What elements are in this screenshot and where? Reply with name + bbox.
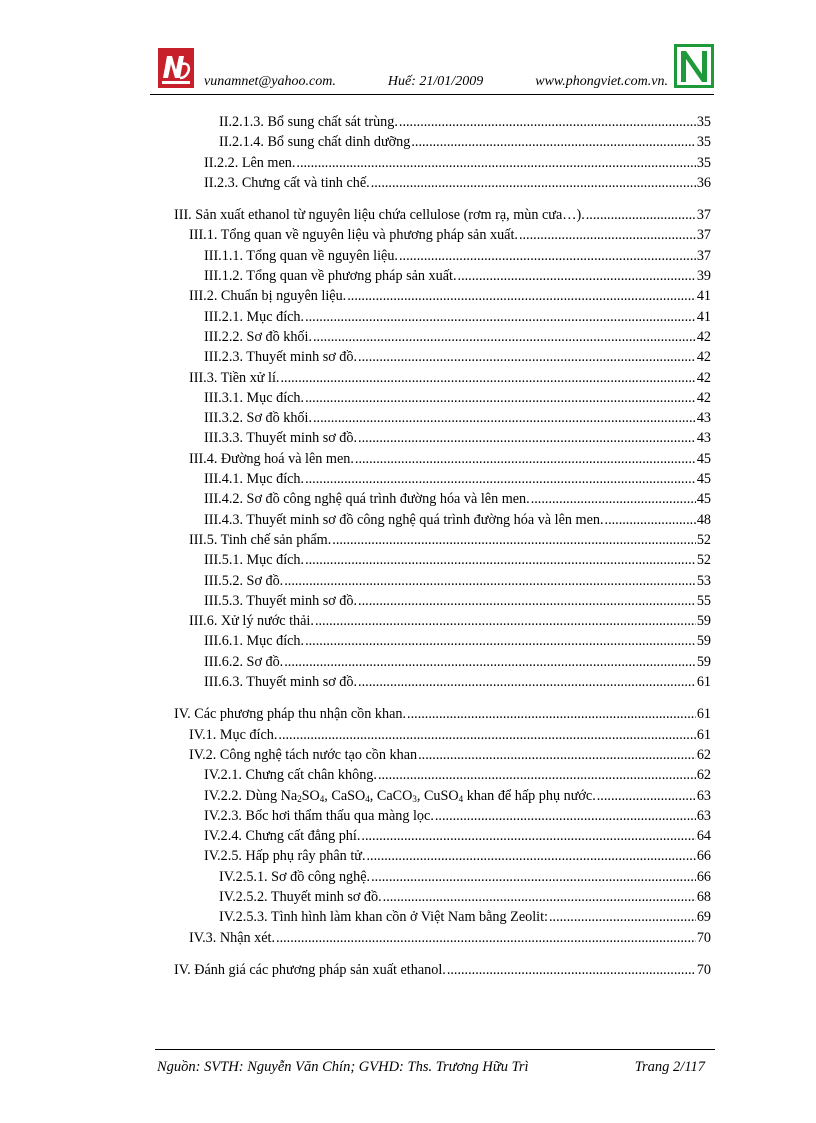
toc-entry-page: 35 [696, 134, 711, 151]
toc-leader-dots [358, 347, 696, 367]
toc-leader-dots [313, 327, 696, 347]
toc-entry-page: 68 [696, 888, 711, 905]
toc-entry-label: III.5.1. Mục đích. [204, 552, 305, 569]
toc-entry-label: III.2.2. Sơ đồ khối. [204, 328, 312, 345]
toc-entry[interactable] [171, 806, 711, 826]
page-header [150, 44, 714, 96]
toc-entry-page: 64 [696, 828, 711, 845]
toc-entry-label: III.6.3. Thuyết minh sơ đồ. [204, 674, 358, 691]
toc-entry-label: IV.1. Mục đích. [189, 726, 278, 743]
toc-leader-dots [347, 286, 696, 306]
toc-entry[interactable] [171, 112, 711, 132]
toc-entry[interactable] [171, 530, 711, 550]
toc-entry-page: 59 [696, 633, 711, 650]
toc-entry[interactable] [171, 286, 711, 306]
toc-entry-label: II.2.2. Lên men. [204, 154, 296, 171]
toc-entry-page: 39 [696, 268, 711, 285]
toc-entry-label: II.2.1.4. Bổ sung chất dinh dưỡng [219, 134, 411, 151]
toc-leader-dots [305, 631, 696, 651]
toc-entry-label: IV.2.3. Bốc hơi thẩm thấu qua màng lọc. [204, 807, 434, 824]
toc-entry[interactable] [171, 652, 711, 672]
toc-entry-page: 42 [696, 369, 711, 386]
toc-entry-page: 48 [696, 511, 711, 528]
toc-entry-label: III.1.2. Tổng quan về phương pháp sản xuất. [204, 268, 457, 285]
toc-entry-page: 62 [696, 746, 711, 763]
toc-leader-dots [276, 928, 696, 948]
toc-entry-label: IV. Các phương pháp thu nhận cồn khan. [174, 706, 407, 723]
toc-leader-dots [361, 826, 695, 846]
toc-entry[interactable] [171, 132, 711, 152]
toc-entry-label: IV.2.5.3. Tình hình làm khan cồn ở Việt Nam bằng Zeolit: [219, 909, 548, 926]
toc-leader-dots [296, 153, 695, 173]
toc-entry-page: 43 [696, 410, 711, 427]
header-rule [150, 94, 714, 95]
toc-entry[interactable] [171, 611, 711, 631]
toc-leader-dots [549, 907, 696, 927]
toc-entry-label: III.3. Tiền xử lí. [189, 369, 280, 386]
header-place-date: Huế: 21/01/2009 [387, 74, 484, 89]
page-footer [155, 1049, 715, 1083]
toc-entry-label: III.4.2. Sơ đồ công nghệ quá trình đường hóa và lên men. [204, 491, 530, 508]
toc-entry[interactable] [171, 368, 711, 388]
toc-entry-page: 59 [696, 613, 711, 630]
toc-leader-dots [411, 132, 695, 152]
header-website: www.phongviet.com.vn. [535, 74, 668, 89]
toc-entry[interactable] [171, 786, 711, 806]
toc-entry[interactable] [171, 826, 711, 846]
toc-entry[interactable] [171, 266, 711, 286]
toc-entry-page: 62 [696, 767, 711, 784]
toc-entry[interactable] [171, 307, 711, 327]
toc-entry-label: III.2.1. Mục đích. [204, 308, 305, 325]
toc-leader-dots [519, 225, 696, 245]
toc-entry-label: III.4. Đường hoá và lên men. [189, 450, 354, 467]
toc-entry-label: II.2.3. Chưng cất và tinh chế. [204, 174, 370, 191]
toc-entry-label: III.6. Xử lý nước thải. [189, 613, 314, 630]
toc-leader-dots [332, 530, 696, 550]
toc-entry-page: 61 [696, 706, 711, 723]
toc-leader-dots [278, 725, 695, 745]
toc-entry-page: 66 [696, 868, 711, 885]
toc-leader-dots [418, 745, 696, 765]
toc-entry-label: IV.2.5.1. Sơ đồ công nghệ. [219, 868, 371, 885]
toc-entry-page: 35 [696, 154, 711, 171]
toc-entry[interactable] [171, 550, 711, 570]
toc-entry-page: 70 [696, 961, 711, 978]
toc-entry-page: 37 [696, 207, 711, 224]
toc-leader-dots [358, 672, 696, 692]
toc-leader-dots [305, 388, 696, 408]
toc-leader-dots [586, 205, 696, 225]
toc-leader-dots [371, 867, 696, 887]
toc-entry-label: III.6.2. Sơ đồ. [204, 653, 284, 670]
toc-entry[interactable] [171, 571, 711, 591]
toc-leader-dots [313, 408, 696, 428]
toc-entry[interactable] [171, 246, 711, 266]
toc-entry[interactable] [171, 327, 711, 347]
toc-leader-dots [383, 887, 696, 907]
toc-entry-page: 45 [696, 491, 711, 508]
toc-leader-dots [399, 112, 696, 132]
toc-entry-label: IV.2.1. Chưng cất chân không. [204, 767, 377, 784]
header-email: vunamnet@yahoo.com. [204, 74, 336, 89]
toc-entry[interactable] [171, 846, 711, 866]
phongviet-logo [674, 44, 714, 88]
toc-entry[interactable] [171, 725, 711, 745]
toc-entry[interactable] [171, 469, 711, 489]
toc-entry[interactable] [171, 489, 711, 509]
toc-entry-page: 61 [696, 726, 711, 743]
toc-leader-dots [305, 307, 696, 327]
toc-entry-label: III.4.3. Thuyết minh sơ đồ công nghệ quá trình đường hóa và lên men. [204, 511, 604, 528]
toc-entry-page: 45 [696, 450, 711, 467]
toc-entry[interactable] [171, 907, 711, 927]
toc-leader-dots [305, 550, 696, 570]
toc-entry-label: IV.2.4. Chưng cất đẳng phí. [204, 828, 361, 845]
toc-entry[interactable] [171, 347, 711, 367]
toc-entry-label: IV.2. Công nghệ tách nước tạo cồn khan [189, 746, 418, 763]
toc-entry[interactable] [171, 153, 711, 173]
toc-leader-dots [358, 428, 696, 448]
toc-entry-label: III.2.3. Thuyết minh sơ đồ. [204, 349, 358, 366]
toc-leader-dots [371, 173, 696, 193]
toc-entry-page: 41 [696, 288, 711, 305]
toc-entry-page: 53 [696, 572, 711, 589]
toc-entry-page: 41 [696, 308, 711, 325]
toc-entry-page: 66 [696, 848, 711, 865]
toc-entry-label: III.6.1. Mục đích. [204, 633, 305, 650]
footer-rule [155, 1049, 715, 1050]
toc-entry[interactable] [171, 510, 711, 530]
toc-entry-label: III.2. Chuẩn bị nguyên liệu. [189, 288, 347, 305]
toc-entry[interactable] [171, 388, 711, 408]
toc-leader-dots [458, 266, 696, 286]
footer-page-number: Trang 2/117 [634, 1059, 705, 1075]
toc-leader-dots [531, 489, 696, 509]
toc-entry-page: 52 [696, 552, 711, 569]
toc-entry-page: 59 [696, 653, 711, 670]
toc-entry-page: 55 [696, 592, 711, 609]
toc-entry-label: IV.3. Nhận xét. [189, 929, 276, 946]
toc-entry[interactable] [171, 765, 711, 785]
toc-entry-page: 42 [696, 349, 711, 366]
toc-entry-page: 36 [696, 174, 711, 191]
toc-leader-dots [305, 469, 696, 489]
toc-entry-label: III.3.3. Thuyết minh sơ đồ. [204, 430, 358, 447]
toc-leader-dots [280, 368, 695, 388]
toc-entry-label: IV.2.5.2. Thuyết minh sơ đồ. [219, 888, 382, 905]
toc-entry-page: 69 [696, 909, 711, 926]
toc-entry-label: II.2.1.3. Bổ sung chất sát trùng. [219, 114, 398, 130]
toc-leader-dots [315, 611, 696, 631]
toc-entry[interactable] [171, 928, 711, 948]
toc-leader-dots [605, 510, 696, 530]
toc-entry-label: IV.2.5. Hấp phụ rây phân tử. [204, 848, 366, 865]
toc-entry[interactable] [171, 887, 711, 907]
toc-entry-page: 37 [696, 227, 711, 244]
toc-leader-dots [435, 806, 696, 826]
toc-entry-page: 43 [696, 430, 711, 447]
toc-entry-label: IV. Đánh giá các phương pháp sản xuất ethanol. [174, 961, 446, 978]
toc-leader-dots [378, 765, 696, 785]
toc-entry-page: 61 [696, 674, 711, 691]
toc-leader-dots [355, 449, 696, 469]
toc-entry-label: IV.2.2. Dùng $Na_2SO_4$, CaSO$_4$, CaCO$_3$, CuSO$_4$ khan để hấp phụ nước. [204, 787, 596, 804]
toc-leader-dots [284, 652, 696, 672]
toc-entry-label: III.5. Tinh chế sản phẩm. [189, 531, 332, 548]
toc-entry-page: 42 [696, 328, 711, 345]
toc-entry[interactable] [171, 408, 711, 428]
toc-entry-page: 37 [696, 247, 711, 264]
toc-entry[interactable] [171, 867, 711, 887]
toc-entry-label: III.1. Tổng quan về nguyên liệu và phương pháp sản xuất. [189, 227, 518, 244]
toc-entry-page: 63 [696, 807, 711, 824]
toc-entry-label: III. Sản xuất ethanol từ nguyên liệu chứa cellulose (rơm rạ, mùn cưa…). [174, 207, 585, 224]
toc-entry[interactable] [171, 225, 711, 245]
toc-entry-label: III.3.2. Sơ đồ khối. [204, 410, 312, 427]
toc-entry[interactable] [171, 449, 711, 469]
toc-entry[interactable] [171, 591, 711, 611]
toc-leader-dots [447, 960, 696, 980]
toc-entry[interactable] [171, 745, 711, 765]
toc-entry[interactable] [171, 704, 711, 724]
toc-entry-page: 52 [696, 531, 711, 548]
vunam-logo [158, 48, 194, 88]
toc-entry-page: 63 [696, 787, 711, 804]
toc-leader-dots [597, 786, 696, 806]
toc-entry-page: 45 [696, 471, 711, 488]
table-of-contents [171, 112, 711, 980]
toc-entry-page: 70 [696, 929, 711, 946]
toc-entry[interactable] [171, 672, 711, 692]
header-text [204, 74, 668, 92]
toc-entry-label: III.1.1. Tổng quan về nguyên liệu. [204, 247, 398, 264]
toc-entry-label: III.4.1. Mục đích. [204, 471, 305, 488]
toc-entry-label: III.5.3. Thuyết minh sơ đồ. [204, 592, 358, 609]
footer-source: Nguồn: SVTH: Nguyễn Văn Chín; GVHD: Ths. Trương Hữu Trì [157, 1059, 529, 1075]
toc-leader-dots [358, 591, 696, 611]
toc-leader-dots [399, 246, 696, 266]
toc-entry-label: III.5.2. Sơ đồ. [204, 572, 284, 589]
toc-entry-page: 42 [696, 389, 711, 406]
toc-leader-dots [367, 846, 696, 866]
toc-leader-dots [284, 571, 696, 591]
toc-entry[interactable] [171, 960, 711, 980]
toc-entry[interactable] [171, 205, 711, 225]
toc-entry[interactable] [171, 428, 711, 448]
toc-entry-label: III.3.1. Mục đích. [204, 389, 305, 406]
toc-entry[interactable] [171, 173, 711, 193]
toc-entry[interactable] [171, 631, 711, 651]
toc-leader-dots [407, 704, 696, 724]
toc-entry-page: 35 [696, 114, 711, 130]
